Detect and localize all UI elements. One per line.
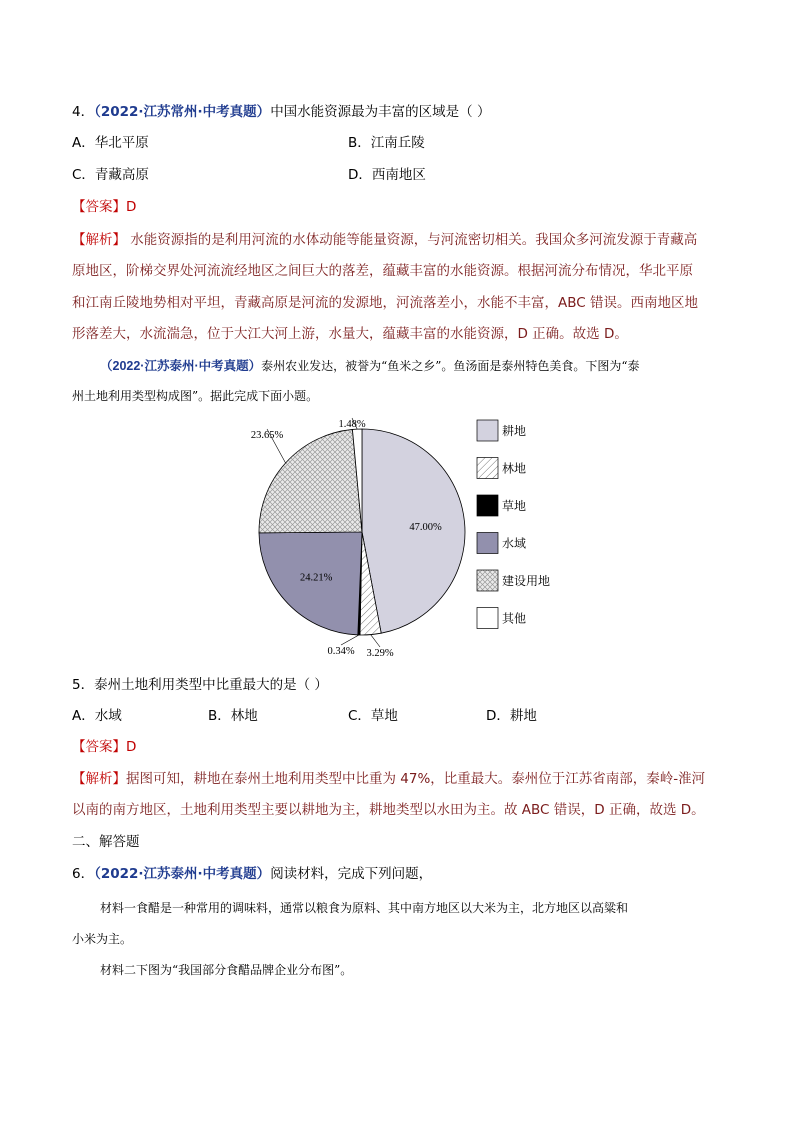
q6-material1-line1: 材料一食醋是一种常用的调味料，通常以粮食为原料、其中南方地区以大米为主，北方地区以高粱和 — [100, 901, 629, 915]
legend-swatch-6 — [477, 608, 498, 629]
q5-option-a: A．水域 — [72, 708, 122, 724]
q6-material1-line2: 小米为主。 — [72, 932, 133, 946]
q5-option-c: C．草地 — [348, 708, 398, 724]
section-heading: 二、解答题 — [72, 834, 140, 850]
land-use-pie-chart — [0, 412, 794, 662]
pie-slice-5 — [259, 429, 362, 532]
pie-label-3: 0.34% — [327, 646, 355, 657]
legend-swatch-2 — [477, 458, 498, 479]
material-line-1 — [100, 356, 640, 376]
pie-label-6: 1.48% — [338, 419, 366, 430]
q4-answer: 【答案】D — [72, 199, 137, 215]
q4-option-c: C．青藏高原 — [72, 167, 149, 183]
legend-label-1: 耕地 — [502, 424, 527, 438]
q4-source-tag: （2022·江苏常州·中考真题） — [94, 104, 271, 120]
q5-option-d: D．耕地 — [486, 708, 537, 724]
q4-option-d: D．西南地区 — [348, 167, 426, 183]
q4-analysis-text-3: 和江南丘陵地势相对平坦，青藏高原是河流的发源地，河流落差小，水能不丰富，ABC 错误。西南地区地 — [72, 295, 698, 311]
legend-label-6: 其他 — [502, 611, 527, 626]
pie-leader-line-3 — [341, 635, 359, 645]
legend-swatch-4 — [477, 533, 498, 554]
q6-stem-line — [72, 864, 432, 884]
q4-analysis-line-1 — [72, 230, 697, 250]
q4-analysis-text-2: 原地区，阶梯交界处河流流经地区之间巨大的落差，蕴藏丰富的水能资源。根据河流分布情况，华北平原 — [72, 263, 693, 279]
legend-label-4: 水域 — [502, 536, 527, 551]
q4-number: 4． — [72, 104, 95, 120]
q6-source-tag: （2022·江苏泰州·中考真题） — [94, 866, 271, 882]
q5-option-b: B．林地 — [208, 708, 258, 724]
q5-stem-line — [72, 675, 328, 695]
q5-analysis-text-2: 以南的南方地区，土地利用类型主要以耕地为主，耕地类型以水田为主。故 ABC 错误，D 正确，故选 D。 — [72, 802, 705, 818]
legend-swatch-5 — [477, 570, 498, 591]
pie-label-5: 23.65% — [250, 430, 284, 441]
pie-slice-4 — [259, 532, 362, 635]
pie-label-2: 3.29% — [366, 648, 394, 659]
pie-label-1: 47.00% — [409, 522, 442, 534]
q6-number: 6． — [72, 866, 95, 882]
q5-stem: 泰州土地利用类型中比重最大的是（ ） — [94, 677, 328, 693]
q5-analysis-line-1 — [72, 769, 705, 789]
q4-option-b: B．江南丘陵 — [348, 135, 425, 151]
material-source-tag: （2022·江苏泰州·中考真题） — [100, 359, 262, 373]
legend-swatch-1 — [477, 420, 498, 441]
q5-analysis-label: 【解析】 — [72, 771, 126, 787]
legend-swatch-3 — [477, 495, 498, 516]
q5-analysis-text-1: 据图可知，耕地在泰州土地利用类型中比重为 47%，比重最大。泰州位于江苏省南部，秦岭-淮河 — [126, 771, 706, 787]
pie-label-4: 24.21% — [299, 572, 333, 584]
q4-stem: 中国水能资源最为丰富的区域是（ ） — [270, 104, 491, 120]
q5-answer: 【答案】D — [72, 739, 137, 755]
q4-analysis-text-1: 水能资源指的是利用河流的水体动能等能量资源，与河流密切相关。我国众多河流发源于青藏高 — [126, 232, 698, 248]
material-text-1: 泰州农业发达，被誉为“鱼米之乡”。鱼汤面是泰州特色美食。下图为“泰 — [261, 359, 640, 373]
legend-label-5: 建设用地 — [502, 574, 551, 588]
q5-number: 5． — [72, 677, 95, 693]
q6-stem: 阅读材料，完成下列问题， — [270, 866, 433, 882]
q4-option-a: A．华北平原 — [72, 135, 149, 151]
q4-analysis-label: 【解析】 — [72, 232, 126, 248]
q4-analysis-text-4: 形落差大，水流湍急，位于大江大河上游，水量大，蕴藏丰富的水能资源，D 正确。故选 D。 — [72, 326, 628, 342]
legend-label-2: 林地 — [502, 461, 527, 476]
pie-leader-line-2 — [371, 635, 380, 647]
material-text-2: 州土地利用类型构成图”。据此完成下面小题。 — [72, 389, 319, 403]
legend-label-3: 草地 — [502, 499, 527, 513]
q6-material2: 材料二下图为“我国部分食醋品牌企业分布图”。 — [100, 963, 353, 977]
q4-stem-line — [72, 102, 490, 122]
